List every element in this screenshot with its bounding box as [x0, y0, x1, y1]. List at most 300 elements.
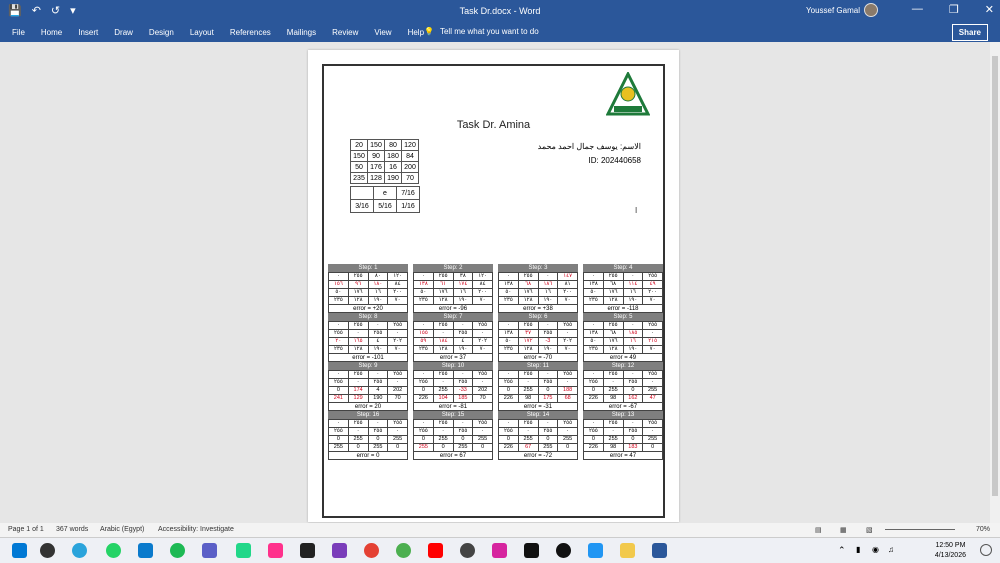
step-row: [584, 428, 663, 436]
step-cell: ٧٠: [558, 346, 578, 354]
step-cell: ١٢٨: [348, 346, 368, 354]
step-row: [584, 289, 663, 297]
step-error: error = -67: [583, 403, 663, 411]
youtube-icon[interactable]: [428, 543, 443, 558]
step-row: [329, 436, 408, 444]
step-row: [499, 395, 578, 403]
step-cell: ٠: [473, 428, 493, 436]
battery-icon[interactable]: ▮: [856, 545, 861, 554]
step-cell: 98: [603, 444, 623, 452]
zoom-slider[interactable]: [885, 529, 955, 530]
step-cell: ٢٥٥: [558, 371, 578, 379]
telegram-icon[interactable]: [72, 543, 87, 558]
step-cell: ٢٠: [329, 338, 349, 346]
step-cell: ٢٥٥: [433, 371, 453, 379]
wifi-icon[interactable]: ◉: [872, 545, 879, 554]
window-title: Task Dr.docx - Word: [459, 6, 541, 16]
step-cell: ١٦: [623, 289, 643, 297]
step-cell: 255: [348, 436, 368, 444]
step-cell: ١٢٨: [518, 297, 538, 305]
step-header: Step: 13: [583, 411, 663, 419]
step-header: Step: 16: [328, 411, 408, 419]
spotify-icon[interactable]: [170, 543, 185, 558]
step-block: [583, 411, 663, 460]
step-table: [498, 272, 578, 305]
step-cell: ٠: [473, 330, 493, 338]
language[interactable]: Arabic (Egypt): [100, 526, 145, 533]
step-cell: 226: [584, 444, 604, 452]
text-cursor: I: [635, 206, 638, 215]
step-cell: ١٦: [368, 289, 388, 297]
step-error: error = 20: [328, 403, 408, 411]
step-block: [498, 264, 578, 313]
step-cell: ١٧٦: [348, 289, 368, 297]
step-cell: ١٧٦: [603, 338, 623, 346]
vscode-icon[interactable]: [138, 543, 153, 558]
step-row: [414, 371, 493, 379]
step-cell: 188: [558, 387, 578, 395]
step-header: Step: 5: [583, 313, 663, 321]
web-layout-icon[interactable]: ▧: [866, 527, 873, 534]
step-cell: ٢٥٥: [368, 428, 388, 436]
step-table: [583, 419, 663, 452]
step-cell: 0: [414, 387, 434, 395]
step-cell: ٢٥٥: [414, 379, 434, 387]
step-row: [584, 395, 663, 403]
step-cell: ١٧٦: [603, 289, 623, 297]
step-row: [499, 281, 578, 289]
kernel-cell: 5/16: [374, 200, 397, 213]
step-row: [584, 322, 663, 330]
step-cell: ٠: [623, 273, 643, 281]
step-header: Step: 14: [498, 411, 578, 419]
step-header: Step: 9: [328, 362, 408, 370]
step-header: Step: 12: [583, 362, 663, 370]
redo-icon[interactable]: ↺: [50, 5, 61, 17]
step-cell: ١٣٨: [584, 330, 604, 338]
step-cell: ٢٥٥: [329, 379, 349, 387]
step-row: [584, 436, 663, 444]
step-cell: 98: [603, 395, 623, 403]
step-cell: ١٢٨: [433, 346, 453, 354]
capcut-icon[interactable]: [300, 543, 315, 558]
step-row: [329, 444, 408, 452]
step-row: [499, 289, 578, 297]
step-cell: ٢٥٥: [538, 428, 558, 436]
step-header: Step: 2: [413, 264, 493, 272]
step-row: [584, 387, 663, 395]
step-cell: 0: [643, 444, 663, 452]
step-cell: ٢٣٥: [329, 346, 349, 354]
step-cell: ٥٠: [584, 289, 604, 297]
step-cell: ٠: [558, 428, 578, 436]
step-cell: ٠: [538, 371, 558, 379]
tab-draw[interactable]: Draw: [114, 28, 133, 37]
step-cell: 70: [473, 395, 493, 403]
tab-insert[interactable]: Insert: [78, 28, 99, 37]
matrix-cell: 80: [385, 140, 402, 151]
step-cell: ٨٤: [473, 281, 493, 289]
kernel-cell: e: [374, 187, 397, 200]
matrix-cell: 190: [385, 173, 402, 184]
step-row: [329, 273, 408, 281]
step-row: [414, 273, 493, 281]
step-table: [328, 321, 408, 354]
step-row: [584, 338, 663, 346]
step-error: error = -70: [498, 354, 578, 362]
vertical-scrollbar[interactable]: [990, 42, 1000, 523]
step-row: [329, 428, 408, 436]
student-name: الاسم: يوسف جمال احمد محمد: [537, 142, 641, 151]
step-cell: ١٩٠: [538, 346, 558, 354]
step-cell: ١٧٤: [453, 281, 473, 289]
volume-icon[interactable]: ♫: [888, 545, 894, 554]
notifications-icon[interactable]: [980, 544, 992, 556]
step-cell: ١٦٥: [348, 338, 368, 346]
kernel-cell: 7/16: [397, 187, 420, 200]
system-clock[interactable]: [935, 541, 966, 561]
user-name[interactable]: Youssef Gamal: [806, 6, 860, 15]
step-error: error = 0: [328, 452, 408, 460]
step-row: [499, 322, 578, 330]
step-row: [329, 297, 408, 305]
print-layout-icon[interactable]: ▦: [840, 527, 847, 534]
word-count[interactable]: 367 words: [56, 526, 89, 533]
step-cell: ٠: [388, 330, 408, 338]
step-cell: 255: [388, 436, 408, 444]
step-cell: ٢٥٥: [518, 420, 538, 428]
step-cell: 0: [433, 444, 453, 452]
step-row: [499, 444, 578, 452]
step-cell: ٠: [499, 322, 519, 330]
step-cell: -33: [453, 387, 473, 395]
matrix-cell: 235: [351, 173, 368, 184]
tab-mailings[interactable]: Mailings: [286, 28, 317, 37]
accessibility-status[interactable]: Accessibility: Investigate: [158, 526, 234, 533]
zoom-level[interactable]: 70%: [976, 526, 991, 533]
step-table: [413, 419, 493, 452]
step-cell: 0: [329, 436, 349, 444]
step-cell: ٢٣٥: [584, 297, 604, 305]
step-row: [584, 281, 663, 289]
tab-home[interactable]: Home: [40, 28, 63, 37]
step-block: [328, 313, 408, 362]
tray-chevron-icon[interactable]: ⌃: [838, 545, 846, 555]
step-cell: ٥٠: [414, 289, 434, 297]
step-cell: 0: [538, 436, 558, 444]
step-cell: ٢٠٢: [388, 338, 408, 346]
step-row: [329, 322, 408, 330]
instagram-icon[interactable]: [492, 543, 507, 558]
step-cell: ٠: [584, 273, 604, 281]
whatsapp-icon[interactable]: [106, 543, 121, 558]
share-button[interactable]: Share: [952, 24, 988, 41]
step-row: [414, 346, 493, 354]
chatgpt-icon[interactable]: [460, 543, 475, 558]
step-cell: 255: [558, 436, 578, 444]
step-block: [413, 362, 493, 411]
tab-review[interactable]: Review: [332, 28, 359, 37]
step-cell: ٢٥٥: [499, 379, 519, 387]
step-cell: ٢٥٥: [643, 273, 663, 281]
chrome-icon[interactable]: [364, 543, 379, 558]
step-cell: ٧٠: [558, 297, 578, 305]
step-cell: ٠: [453, 322, 473, 330]
step-cell: ٦١: [433, 281, 453, 289]
step-cell: ٢٣٥: [329, 297, 349, 305]
step-cell: ٢٥٥: [603, 371, 623, 379]
step-cell: ٠: [584, 371, 604, 379]
start-icon[interactable]: [12, 543, 27, 558]
step-cell: ١٩٠: [453, 346, 473, 354]
document-title: Task Dr. Amina: [456, 119, 531, 131]
step-cell: ٠: [499, 420, 519, 428]
step-row: [414, 289, 493, 297]
step-error: error = +20: [328, 305, 408, 313]
step-row: [329, 281, 408, 289]
step-cell: ٢٥٥: [414, 428, 434, 436]
step-cell: 255: [538, 444, 558, 452]
step-cell: ٧٠: [643, 297, 663, 305]
tell-me-box[interactable]: [424, 27, 539, 36]
step-cell: 4: [368, 387, 388, 395]
step-row: [584, 273, 663, 281]
tiktok-icon[interactable]: [524, 543, 539, 558]
step-cell: 255: [433, 387, 453, 395]
step-cell: ٨٠: [368, 273, 388, 281]
customize-icon[interactable]: ▾: [70, 5, 76, 17]
step-error: error = -118: [583, 305, 663, 313]
step-cell: ٢٥٥: [348, 322, 368, 330]
step-row: [329, 387, 408, 395]
step-cell: ٢٥٥: [348, 371, 368, 379]
step-cell: 175: [538, 395, 558, 403]
step-row: [584, 379, 663, 387]
step-cell: ٢٥٥: [518, 273, 538, 281]
step-header: Step: 1: [328, 264, 408, 272]
step-cell: ٢٥٥: [584, 379, 604, 387]
step-cell: ٠: [348, 330, 368, 338]
step-cell: 0: [538, 387, 558, 395]
step-table: [328, 272, 408, 305]
step-block: [498, 411, 578, 460]
visual-studio-icon[interactable]: [332, 543, 347, 558]
search-icon[interactable]: [40, 543, 55, 558]
step-cell: ٠: [388, 379, 408, 387]
step-cell: ٢٥٥: [473, 371, 493, 379]
step-block: [498, 362, 578, 411]
step-cell: ٨٤: [388, 281, 408, 289]
step-table: [413, 272, 493, 305]
step-cell: ١٢٠: [473, 273, 493, 281]
step-header: Step: 4: [583, 264, 663, 272]
step-cell: ٢٥٥: [388, 420, 408, 428]
window-controls: [912, 3, 994, 16]
step-cell: ٠: [538, 420, 558, 428]
step-header: Step: 8: [328, 313, 408, 321]
step-cell: ٢٥٥: [368, 379, 388, 387]
app-icon[interactable]: [202, 543, 217, 558]
step-row: [584, 420, 663, 428]
step-cell: 202: [388, 387, 408, 395]
jetbrains-icon[interactable]: [268, 543, 283, 558]
step-cell: ٠: [433, 428, 453, 436]
step-cell: 0: [453, 436, 473, 444]
step-row: [329, 346, 408, 354]
step-row: [499, 273, 578, 281]
step-cell: ٠: [368, 420, 388, 428]
step-row: [414, 387, 493, 395]
step-cell: ٢٠٠: [388, 289, 408, 297]
step-cell: 255: [603, 387, 623, 395]
undo-icon[interactable]: ↶: [31, 5, 41, 17]
file-explorer-icon[interactable]: [620, 543, 635, 558]
step-cell: ٠: [433, 330, 453, 338]
threads-icon[interactable]: [556, 543, 571, 558]
matrix-cell: 20: [351, 140, 368, 151]
step-cell: ١٤٧: [558, 273, 578, 281]
step-cell: ٠: [329, 420, 349, 428]
tab-layout[interactable]: Layout: [189, 28, 214, 37]
step-cell: ١٨٠: [368, 281, 388, 289]
step-table: [328, 419, 408, 452]
step-cell: ٠: [643, 330, 663, 338]
step-cell: ١٢٨: [603, 346, 623, 354]
step-row: [499, 428, 578, 436]
matrix-row: [351, 140, 419, 151]
status-bar: [0, 523, 1000, 537]
app-blue-icon[interactable]: [588, 543, 603, 558]
step-cell: ٠: [623, 322, 643, 330]
step-cell: 183: [623, 444, 643, 452]
step-cell: ٢٥٥: [433, 322, 453, 330]
step-cell: 0: [558, 444, 578, 452]
step-cell: ١٩٠: [623, 346, 643, 354]
step-cell: 226: [499, 395, 519, 403]
step-cell: 0: [623, 387, 643, 395]
step-row: [329, 379, 408, 387]
step-cell: ١٦: [538, 289, 558, 297]
tab-view[interactable]: View: [374, 28, 392, 37]
step-cell: ٠: [518, 379, 538, 387]
step-cell: ٢٥٥: [518, 371, 538, 379]
step-block: [583, 313, 663, 362]
tab-design[interactable]: Design: [148, 28, 174, 37]
step-cell: 255: [603, 436, 623, 444]
step-cell: ٣٧: [518, 330, 538, 338]
read-mode-icon[interactable]: ▤: [815, 527, 822, 534]
minimize-icon[interactable]: —: [911, 3, 923, 15]
step-cell: ٠: [388, 428, 408, 436]
maximize-icon[interactable]: ❐: [948, 4, 959, 16]
word-icon[interactable]: [652, 543, 667, 558]
step-cell: ١٩٠: [453, 297, 473, 305]
step-cell: ١٨٦: [538, 281, 558, 289]
step-cell: ٢٥٥: [453, 379, 473, 387]
step-cell: ٠: [558, 379, 578, 387]
step-cell: 255: [518, 436, 538, 444]
step-cell: ٢٥٥: [329, 330, 349, 338]
step-cell: ٢٥٥: [329, 428, 349, 436]
step-cell: ٢٥٥: [453, 428, 473, 436]
close-icon[interactable]: ✕: [984, 4, 994, 16]
tab-references[interactable]: References: [229, 28, 271, 37]
step-cell: 226: [499, 444, 519, 452]
step-table: [583, 321, 663, 354]
step-block: [413, 411, 493, 460]
step-cell: ٠: [499, 273, 519, 281]
step-table: [498, 370, 578, 403]
matrix-cell: 70: [402, 173, 419, 184]
chrome-profile-icon[interactable]: [396, 543, 411, 558]
step-row: [499, 297, 578, 305]
step-cell: ٢٣٥: [414, 346, 434, 354]
step-row: [414, 330, 493, 338]
step-cell: 162: [623, 395, 643, 403]
step-cell: ٩٦: [348, 281, 368, 289]
matrix-cell: 176: [368, 162, 385, 173]
step-cell: ١٩٠: [368, 346, 388, 354]
page-count[interactable]: Page 1 of 1: [8, 526, 44, 533]
step-block: [583, 362, 663, 411]
step-cell: 255: [473, 436, 493, 444]
step-row: [414, 436, 493, 444]
tab-help[interactable]: Help: [407, 28, 425, 37]
step-cell: ٢٠٠: [558, 289, 578, 297]
step-cell: -3: [538, 338, 558, 346]
step-row: [499, 436, 578, 444]
pycharm-icon[interactable]: [236, 543, 251, 558]
step-cell: 241: [329, 395, 349, 403]
step-cell: ٢١٥: [643, 338, 663, 346]
step-cell: ١١٤: [623, 281, 643, 289]
step-cell: ٠: [643, 428, 663, 436]
step-cell: 255: [414, 444, 434, 452]
step-cell: ١٥٥: [414, 330, 434, 338]
save-icon[interactable]: 💾: [8, 5, 22, 17]
document-page[interactable]: [308, 50, 679, 522]
scroll-thumb[interactable]: [992, 56, 998, 496]
matrix-cell: 128: [368, 173, 385, 184]
step-row: [414, 322, 493, 330]
avatar[interactable]: [864, 3, 878, 17]
step-cell: 0: [584, 436, 604, 444]
step-cell: ٢٥٥: [388, 322, 408, 330]
step-cell: 98: [518, 395, 538, 403]
step-table: [328, 370, 408, 403]
step-cell: ٠: [623, 371, 643, 379]
step-cell: 255: [368, 444, 388, 452]
step-cell: ٠: [329, 322, 349, 330]
step-header: Step: 10: [413, 362, 493, 370]
step-cell: ١٢٠: [388, 273, 408, 281]
step-cell: ٢٥٥: [453, 330, 473, 338]
page-border: [322, 64, 665, 518]
step-cell: ٢٥٥: [603, 322, 623, 330]
step-row: [499, 420, 578, 428]
step-cell: ٢٥٥: [643, 322, 663, 330]
kernel-row: [351, 200, 420, 213]
step-cell: 255: [643, 436, 663, 444]
title-bar: [0, 0, 1000, 22]
step-error: error = 47: [583, 452, 663, 460]
kernel-cell: 3/16: [351, 200, 374, 213]
matrix-row: [351, 173, 419, 184]
step-cell: 0: [499, 387, 519, 395]
step-cell: ٧٠: [473, 346, 493, 354]
step-header: Step: 3: [498, 264, 578, 272]
tab-file[interactable]: File: [12, 28, 25, 37]
